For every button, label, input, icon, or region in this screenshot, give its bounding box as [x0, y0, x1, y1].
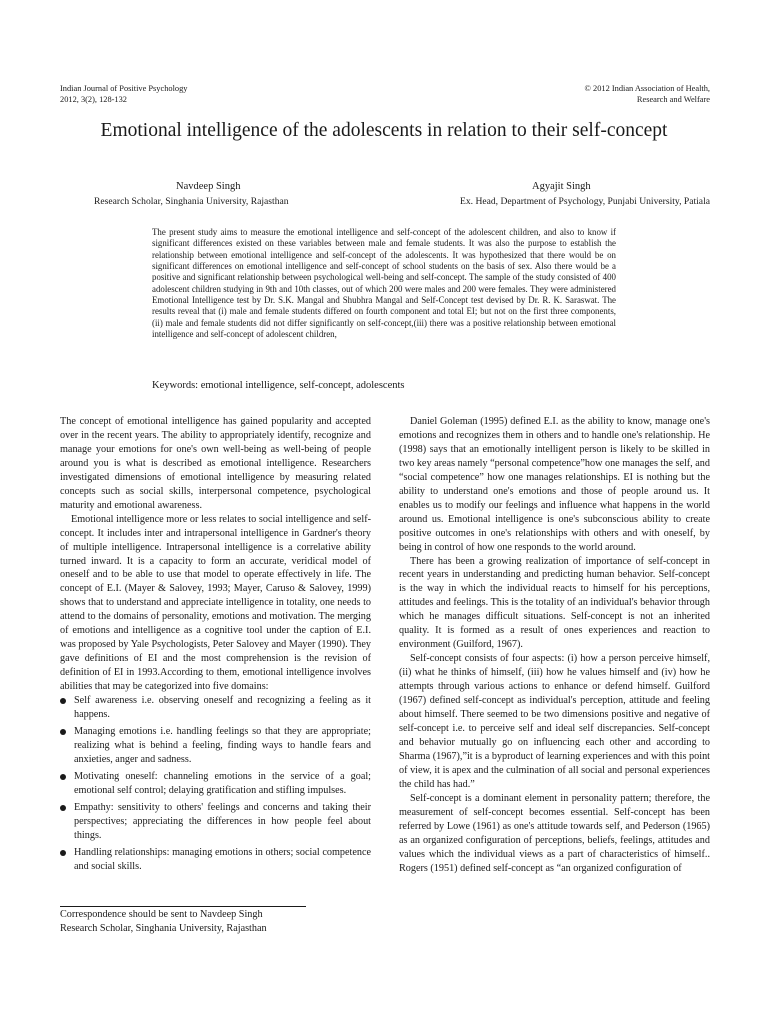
author-2-affiliation: Ex. Head, Department of Psychology, Punjabi University, Patiala	[459, 196, 710, 207]
bullet-icon	[60, 805, 66, 811]
list-item-text: Handling relationships: managing emotions in others; social competence and social skills.	[74, 846, 371, 872]
author-1-name: Navdeep Singh	[176, 181, 241, 192]
bullet-icon	[60, 698, 66, 704]
abstract: The present study aims to measure the emotional intelligence and self-concept of the adolescent children, and also to know if significant differences existed on these variables between male and female students. It was also the purpose to establish the relationship between emotional intelligence and self-concept of the adolescents. It was hypothesized that there would be on significant differences on emotional intelligence and self-concept of school students on the basis of sex. Also there would be a positive and significant relationship between psychological well-being and self-concept. The sample of the study consisted of 400 adolescent children studying in 9th and 10th classes, out of which 200 were males and 200 were females. They were administered Emotional Intelligence test by Dr. S.K. Mangal and Shubhra Mangal and Self-Concept test devised by Dr. R. K. Saraswat. The results reveal that (i) male and female students differed on fourth component and total EI; but not on the first three components, (ii) male and female students did not differ significantly on self-concept,(iii) there was a positive relationship between emotional intelligence and self-concept of adolescent children,	[152, 227, 616, 340]
left-column	[60, 415, 371, 877]
list-item	[60, 770, 371, 798]
bullet-icon	[60, 850, 66, 856]
keywords: Keywords: emotional intelligence, self-concept, adolescents	[152, 380, 405, 391]
bullet-icon	[60, 774, 66, 780]
ei-domains-list	[60, 694, 371, 873]
list-item-text: Empathy: sensitivity to others' feelings and concerns and taking their perspectives; appreciating the differences in how people feel about things.	[74, 801, 371, 841]
list-item-text: Motivating oneself: channeling emotions in the service of a goal; emotional self control; delaying gratification and stifling impulses.	[74, 770, 371, 796]
intro-paragraph-2: Emotional intelligence more or less relates to social intelligence and self-concept. It includes inter and intrapersonal intelligence in Gardner's theory of multiple intelligence. Intrapersonal intelligence is a correlative ability turned inward. It is a capacity to form an accurate, veridical model of oneself and to be able to use that model to operate effectively in life. The concept of E.I. (Mayer & Salovey, 1993; Mayer, Caruso & Salovey, 1999) shows that to understand and appreciate intelligence in totality, one needs to attend to the domains of personality, emotions and motivation. The merging of emotions and intelligence as a cognitive tool under the caption of E.I. was proposed by Yale Psychologists, Peter Salovey and Mayer (1990). They gave definitions of EI and the most comprehension is the revision of definition of EI in 1993.According to them, emotional intelligence involves abilities that may be categorized into five domains:	[60, 513, 371, 693]
copyright-notice	[390, 84, 710, 105]
body-paragraph-self-concept: There has been a growing realization of importance of self-concept in recent years in understanding and predicting human behavior. Self-concept is the way in which the individual reacts to himself for his perceptions, attitudes and feelings. This is the totality of an individual's behavior through which he manages difficult situations. Self-concept is not an inherited quality. It is formed as a result of ones experiences and reaction to environment (Guilford, 1967).	[399, 555, 710, 651]
intro-paragraph-1: The concept of emotional intelligence has gained popularity and accepted over in the recent years. The ability to appropriately identify, recognize and manage your emotions for one's own well-being as well-being of people around you is what is described as emotional intelligence. Researchers investigated dimensions of emotional intelligence by measuring related concepts such as social skills, interpersonal competence, psychological maturity and emotional awareness.	[60, 416, 371, 511]
list-item	[60, 725, 371, 767]
bullet-icon	[60, 729, 66, 735]
paper-title: Emotional intelligence of the adolescents in relation to their self-concept	[100, 120, 668, 141]
body-paragraph-goleman: Daniel Goleman (1995) defined E.I. as the ability to know, manage one's emotions and recognizes them in others and to handle one's relationship. He (1998) says that an emotionally intelligent person is likely to be skilled in two key areas namely “personal competence”how one manages the self, and “social competence” how one manages relationships. EI is nothing but the ability to understand one's emotions and those of people around us. It enables us to modify our feelings and influence what happens in the world around us. Emotional intelligence is one's subconscious ability to create positive outcomes in one's relationships with others and with oneself, by being in control of how one responds to the world around.	[399, 416, 710, 553]
copyright-line-2: Research and Welfare	[636, 94, 710, 104]
correspondence-note	[60, 908, 267, 936]
author-1-affiliation: Research Scholar, Singhania University, Rajasthan	[94, 196, 289, 207]
footnote-divider	[60, 906, 306, 907]
list-item	[60, 846, 371, 874]
author-2-name: Agyajit Singh	[532, 181, 591, 192]
correspondence-line-1: Correspondence should be sent to Navdeep Singh	[60, 909, 263, 920]
journal-name: Indian Journal of Positive Psychology	[60, 84, 188, 93]
correspondence-line-2: Research Scholar, Singhania University, Rajasthan	[60, 923, 267, 934]
list-item-text: Self awareness i.e. observing oneself and recognizing a feeling as it happens.	[74, 695, 371, 721]
copyright-line-1: © 2012 Indian Association of Health,	[584, 84, 710, 93]
list-item-text: Managing emotions i.e. handling feelings so that they are appropriate; realizing what is behind a feeling, finding ways to handle fears and anxieties, anger and sadness.	[74, 725, 371, 765]
journal-volume: 2012, 3(2), 128-132	[60, 94, 127, 104]
journal-citation	[60, 84, 380, 105]
list-item	[60, 801, 371, 843]
right-column	[399, 415, 710, 875]
body-paragraph-aspects: Self-concept consists of four aspects: (i) how a person perceive himself, (ii) what he thinks of himself, (iii) how he values himself and (iv) how he attempts through various actions to enhance or defend himself. Guilford (1967) defined self-concept as individual's perception, attitude and feeling about himself. There seemed to be two dimensions positive and negative of self-concept i.e. to perceive self and ideal self discrepancies. Self-concept and behavior mutually go on influencing each other and according to Sharma (1967),”it is a byproduct of learning experiences and with this point of view, it is apex and the culmination of all social and personal experiences the child has had.”	[399, 653, 710, 790]
list-item	[60, 694, 371, 722]
body-paragraph-measurement: Self-concept is a dominant element in personality pattern; therefore, the measurement of self-concept becomes essential. Self-concept has been referred by Lowe (1961) as one's attitude towards self, and Pederson (1965) as an organized configuration of perceptions, beliefs, feelings, attitudes and values which the individual views as a part of characteristics of himself.. Rogers (1951) defined self-concept as “an organized configuration of	[399, 792, 710, 874]
